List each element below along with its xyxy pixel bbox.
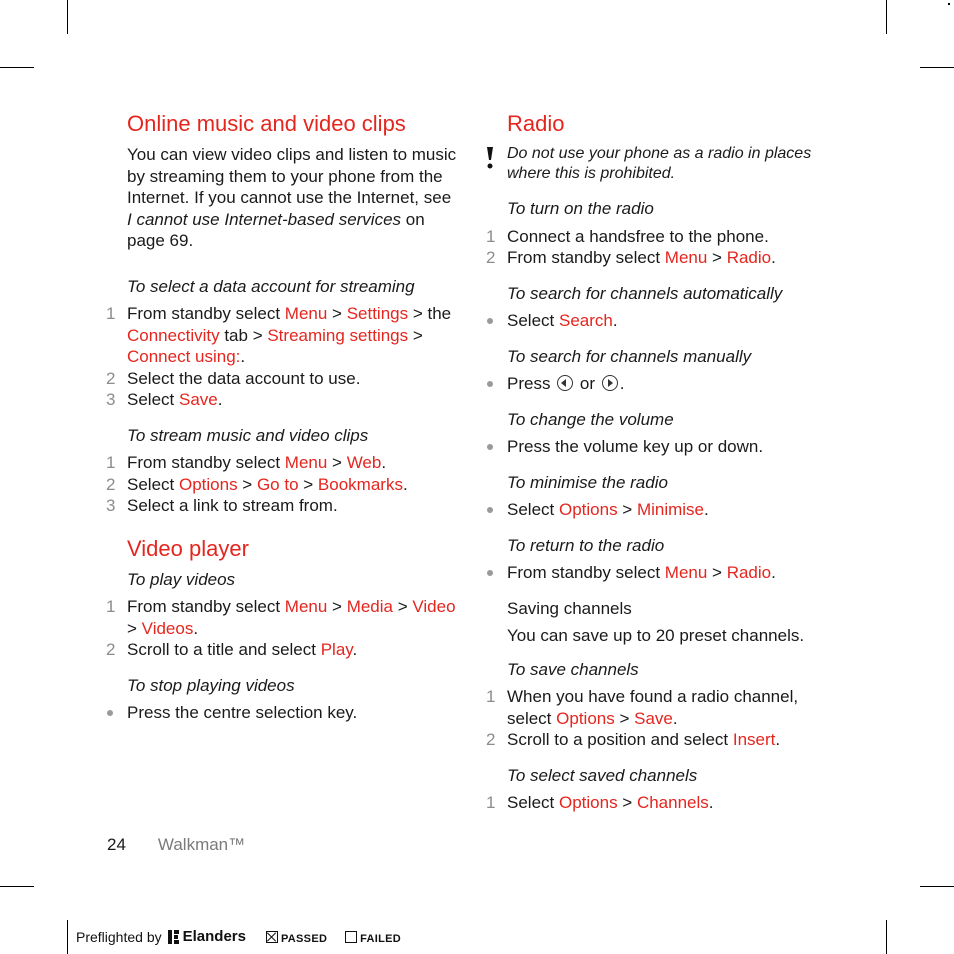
crop-mark xyxy=(67,0,68,34)
menu-path-term: Search xyxy=(558,311,613,330)
text-run: . xyxy=(217,390,223,409)
preflight-stamp xyxy=(76,928,401,945)
list-item xyxy=(486,247,842,269)
menu-path-term: Go to xyxy=(256,474,299,494)
text-run: . xyxy=(381,453,387,472)
elanders-logo-icon xyxy=(168,930,180,944)
text-run: . xyxy=(672,708,678,728)
heading-stop-videos: To stop playing videos xyxy=(127,675,295,695)
text-run: From standby select xyxy=(127,597,285,616)
step-number: 2 xyxy=(486,730,496,749)
text-run: Select a link to stream from. xyxy=(127,496,338,515)
section-title-video-player: Video player xyxy=(127,535,249,561)
crop-mark xyxy=(920,67,954,68)
menu-path-term: Menu xyxy=(284,597,328,616)
steps-search-auto xyxy=(507,310,842,332)
page-number: 24 xyxy=(107,835,126,854)
menu-path-term: Videos xyxy=(141,618,194,638)
heading-play-videos: To play videos xyxy=(127,569,236,589)
list-item xyxy=(507,310,842,332)
text-run: Select the data account to use. xyxy=(127,368,361,388)
text-run: . xyxy=(704,500,709,519)
text-run: Scroll to a position and select xyxy=(507,730,733,749)
text-run: From standby select xyxy=(507,248,665,267)
crop-mark xyxy=(0,67,34,68)
step-number: 2 xyxy=(486,248,496,267)
list-item xyxy=(106,303,457,368)
text-run: > xyxy=(617,793,637,812)
text-run: > xyxy=(617,500,637,519)
menu-path-term: Menu xyxy=(664,248,708,267)
list-item xyxy=(106,452,457,474)
text-run: > xyxy=(393,597,413,616)
search-manual-or: or xyxy=(575,374,600,393)
text-run: Select xyxy=(127,474,179,494)
text-run: . xyxy=(771,563,776,582)
crop-mark xyxy=(886,920,887,954)
menu-path-term: Media xyxy=(346,597,393,616)
text-run: . xyxy=(708,793,714,812)
bullet xyxy=(487,381,493,387)
menu-path-term: Options xyxy=(558,500,618,519)
steps-play-videos xyxy=(106,596,457,661)
checkbox-checked-icon xyxy=(266,931,278,943)
text-run: > the xyxy=(408,304,452,323)
text-run: > xyxy=(127,618,142,638)
step-number: 3 xyxy=(106,390,116,409)
heading-search-manual: To search for channels manually xyxy=(507,346,752,366)
menu-path-term: Channels xyxy=(636,793,709,812)
menu-path-term: Options xyxy=(556,708,615,728)
right-column xyxy=(486,110,842,828)
list-item xyxy=(106,368,457,390)
list-item xyxy=(106,639,457,661)
list-item xyxy=(106,474,457,496)
text-run: . xyxy=(612,311,618,330)
search-manual-end: . xyxy=(619,374,625,393)
text-run: . xyxy=(775,730,781,749)
step-number: 1 xyxy=(486,226,496,246)
menu-path-term: Menu xyxy=(284,304,328,323)
bullet xyxy=(107,710,113,716)
text-run: You can view video clips and listen to music by streaming them to your phone from the Internet. If you cannot use the Internet, see xyxy=(127,145,457,207)
navigation-left-icon xyxy=(557,375,573,391)
menu-path-term: Menu xyxy=(284,453,328,472)
steps-select-data-account xyxy=(106,303,457,411)
menu-path-term: Minimise xyxy=(636,500,705,519)
menu-path-term: Insert xyxy=(732,730,776,749)
heading-change-volume: To change the volume xyxy=(507,409,674,429)
text-run: Select xyxy=(507,500,559,519)
menu-path-term: Video xyxy=(412,597,456,616)
heading-select-data-account: To select a data account for streaming xyxy=(127,276,415,296)
menu-path-term: Web xyxy=(346,453,382,472)
steps-change-volume xyxy=(507,436,842,458)
exclamation-icon xyxy=(485,146,495,170)
menu-path-term: Connect using: xyxy=(127,347,241,366)
step-number: 3 xyxy=(106,496,116,515)
saving-paragraph: You can save up to 20 preset channels. xyxy=(507,626,805,645)
heading-save-channels: To save channels xyxy=(507,659,639,679)
text-run: > xyxy=(327,304,347,323)
left-column xyxy=(106,110,457,738)
menu-path-term: Settings xyxy=(346,304,409,323)
text-run: Connect a handsfree to the phone. xyxy=(507,226,769,246)
step-number: 1 xyxy=(486,687,496,706)
list-item xyxy=(486,729,842,751)
menu-path-term: Radio xyxy=(726,248,772,267)
step-number: 1 xyxy=(106,597,116,616)
steps-stream-music xyxy=(106,452,457,517)
heading-select-saved: To select saved channels xyxy=(507,765,698,785)
text-run: > xyxy=(298,474,318,494)
list-item xyxy=(106,495,457,517)
failed-label: FAILED xyxy=(360,932,402,945)
section-name: Walkman™ xyxy=(157,835,246,854)
page-footer xyxy=(107,835,245,855)
steps-search-manual xyxy=(507,373,842,395)
text-run: > xyxy=(707,248,727,267)
text-run: . xyxy=(193,618,199,638)
text-run: Press the volume key up or down. xyxy=(507,437,764,456)
steps-stop-videos xyxy=(127,702,457,724)
cross-reference: I cannot use Internet-based services xyxy=(127,209,402,229)
section-title-radio: Radio xyxy=(507,111,565,136)
section-title-online-music: Online music and video clips xyxy=(127,111,406,136)
bullet xyxy=(487,444,493,450)
step-number: 1 xyxy=(486,793,496,812)
text-run: > xyxy=(614,708,635,728)
list-item xyxy=(507,436,842,458)
step-number: 2 xyxy=(106,474,116,494)
menu-path-term: Connectivity xyxy=(127,325,220,345)
bullet xyxy=(487,507,493,513)
steps-turn-on-radio xyxy=(486,226,842,269)
text-run: . xyxy=(771,248,776,267)
text-run: From standby select xyxy=(127,304,285,323)
menu-path-term: Bookmarks xyxy=(317,474,403,494)
list-item xyxy=(486,686,842,729)
menu-path-term: Radio xyxy=(726,563,772,582)
menu-path-term: Play xyxy=(320,640,353,659)
text-run: > xyxy=(327,597,347,616)
text-run: From standby select xyxy=(127,453,285,472)
menu-path-term: Options xyxy=(558,793,618,812)
menu-path-term: Streaming settings xyxy=(267,325,409,345)
steps-select-saved xyxy=(486,792,842,814)
step-number: 1 xyxy=(106,304,116,323)
menu-path-term: Options xyxy=(178,474,238,494)
text-run: Press the centre selection key. xyxy=(127,703,358,722)
navigation-right-icon xyxy=(602,375,618,391)
text-run: . xyxy=(352,640,358,659)
heading-stream-music: To stream music and video clips xyxy=(127,425,369,445)
heading-minimise-radio: To minimise the radio xyxy=(507,472,668,492)
warning-text: Do not use your phone as a radio in places where this is prohibited. xyxy=(507,145,812,182)
list-item xyxy=(106,596,457,639)
heading-saving-channels: Saving channels xyxy=(507,598,632,618)
elanders-brand: Elanders xyxy=(182,928,246,945)
text-run: > xyxy=(707,563,727,582)
preflight-label: Preflighted by xyxy=(76,928,162,945)
steps-minimise-radio xyxy=(507,499,842,521)
text-run: Select xyxy=(127,390,179,409)
heading-return-radio: To return to the radio xyxy=(507,535,665,555)
text-run: > xyxy=(237,474,257,494)
menu-path-term: Save xyxy=(634,708,673,728)
text-run: on page 69. xyxy=(127,209,425,250)
list-item xyxy=(127,702,457,724)
heading-turn-on-radio: To turn on the radio xyxy=(507,199,654,218)
text-run: When you have found a radio channel, select xyxy=(507,687,799,728)
text-run: > xyxy=(327,453,347,472)
list-item xyxy=(486,792,842,814)
list-item xyxy=(507,562,842,584)
menu-path-term: Save xyxy=(178,390,218,409)
text-run: Scroll to a title and select xyxy=(127,640,321,659)
bullet xyxy=(487,570,493,576)
text-run: Select xyxy=(507,311,559,330)
step-number: 2 xyxy=(106,368,116,388)
text-run: Select xyxy=(507,793,559,812)
elanders-logo xyxy=(168,928,246,945)
step-number: 2 xyxy=(106,640,116,659)
checkbox-empty-icon xyxy=(345,931,357,943)
text-run: From standby select xyxy=(507,563,665,582)
online-intro-paragraph xyxy=(127,144,457,252)
text-run: . xyxy=(402,474,408,494)
crop-mark xyxy=(67,920,68,954)
heading-search-auto: To search for channels automatically xyxy=(507,283,783,303)
text-run: tab > xyxy=(219,325,268,345)
registration-dot xyxy=(948,3,950,5)
crop-mark xyxy=(0,886,34,887)
text-run: > xyxy=(408,325,423,345)
bullet xyxy=(487,318,493,324)
step-number: 1 xyxy=(106,453,116,472)
text-run: . xyxy=(240,347,246,366)
list-item xyxy=(106,389,457,411)
menu-path-term: Menu xyxy=(664,563,708,582)
crop-mark xyxy=(886,0,887,34)
radio-warning xyxy=(507,144,842,184)
list-item xyxy=(486,226,842,248)
steps-return-radio xyxy=(507,562,842,584)
steps-save-channels xyxy=(486,686,842,751)
list-item xyxy=(507,499,842,521)
search-manual-press: Press xyxy=(507,374,556,393)
crop-mark xyxy=(920,886,954,887)
passed-label: PASSED xyxy=(280,932,328,945)
list-item xyxy=(507,373,842,395)
